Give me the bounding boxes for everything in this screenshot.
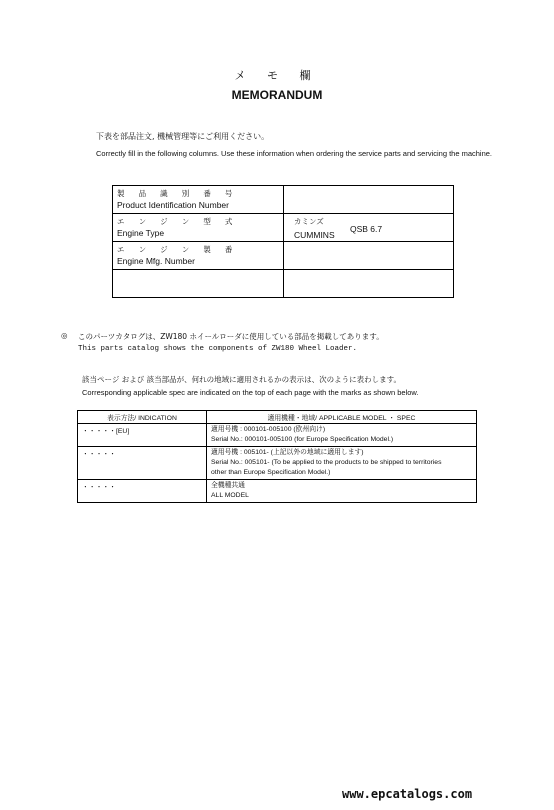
page-title: MEMORANDUM xyxy=(231,88,323,102)
label-en: Product Identification Number xyxy=(117,200,229,210)
watermark-text: www.epcatalogs.com xyxy=(342,787,473,801)
indication-cell: ・・・・・ xyxy=(78,480,207,503)
label-cell xyxy=(113,186,284,214)
spec-line: Serial No.: 005101- (To be applied to the products to be shipped to territories xyxy=(211,459,442,466)
column-header: 表示方法/ INDICATION xyxy=(78,411,207,424)
spec-cell xyxy=(207,424,477,447)
table-row xyxy=(113,270,454,298)
label-jp: エ ン ジ ン 製 番 xyxy=(117,245,239,254)
table-row xyxy=(113,242,454,270)
spec-line: 適用号機 : 000101-005100 (欧州向け) xyxy=(211,426,326,433)
spec-line: ALL MODEL xyxy=(211,492,249,499)
intro-text-jp: 下表を部品注文, 機械管理等にご利用ください。 xyxy=(96,132,270,141)
spec-line: 適用号機 : 005101- (上記以外の地域に適用します) xyxy=(211,449,364,456)
table-row xyxy=(78,424,477,447)
label-cell xyxy=(113,270,284,298)
identification-table xyxy=(112,185,454,298)
page-title-jp: メ モ 欄 xyxy=(234,69,320,82)
intro-text-en: Correctly fill in the following columns. Use these information when ordering the service parts and servicing the machine. xyxy=(96,149,493,158)
table-row xyxy=(113,186,454,214)
value-cell[interactable] xyxy=(284,214,454,242)
label-jp: エ ン ジ ン 型 式 xyxy=(117,217,239,226)
value-cell[interactable] xyxy=(284,186,454,214)
spec-line: 全機種共通 xyxy=(211,482,245,489)
catalog-note-en: This parts catalog shows the components of ZW180 Wheel Loader. xyxy=(78,345,358,353)
label-jp: 製 品 識 別 番 号 xyxy=(117,189,239,198)
catalog-note-jp: このパーツカタログは、ZW180 ホイールローダに使用している部品を掲載してあります。 xyxy=(78,332,384,341)
spec-note-en: Corresponding applicable spec are indicated on the top of each page with the marks as shown below. xyxy=(82,388,419,397)
table-row xyxy=(113,214,454,242)
indication-cell: ・・・・・[EU] xyxy=(78,424,207,447)
column-header: 適用機種・地域/ APPLICABLE MODEL ・ SPEC xyxy=(207,411,477,424)
value-cell[interactable] xyxy=(284,270,454,298)
spec-cell xyxy=(207,447,477,480)
spec-line: other than Europe Specification Model.) xyxy=(211,469,331,476)
engine-maker-jp: カミンズ xyxy=(294,217,324,226)
spec-note-jp: 該当ページ および 該当部品が、何れの地域に適用されるかの表示は、次のように表わします。 xyxy=(82,375,402,384)
value-cell[interactable] xyxy=(284,242,454,270)
table-row xyxy=(78,480,477,503)
spec-cell xyxy=(207,480,477,503)
table-header-row xyxy=(78,411,477,424)
label-cell xyxy=(113,242,284,270)
label-cell xyxy=(113,214,284,242)
label-en: Engine Type xyxy=(117,228,165,238)
label-en: Engine Mfg. Number xyxy=(117,256,195,266)
indication-cell: ・・・・・ xyxy=(78,447,207,480)
bullet-mark: ◎ xyxy=(61,331,68,340)
engine-maker-en: CUMMINS xyxy=(294,230,335,240)
engine-model-value: QSB 6.7 xyxy=(350,224,383,234)
spec-table xyxy=(77,410,477,503)
spec-line: Serial No.: 000101-005100 (for Europe Specification Model.) xyxy=(211,436,394,443)
table-row xyxy=(78,447,477,480)
